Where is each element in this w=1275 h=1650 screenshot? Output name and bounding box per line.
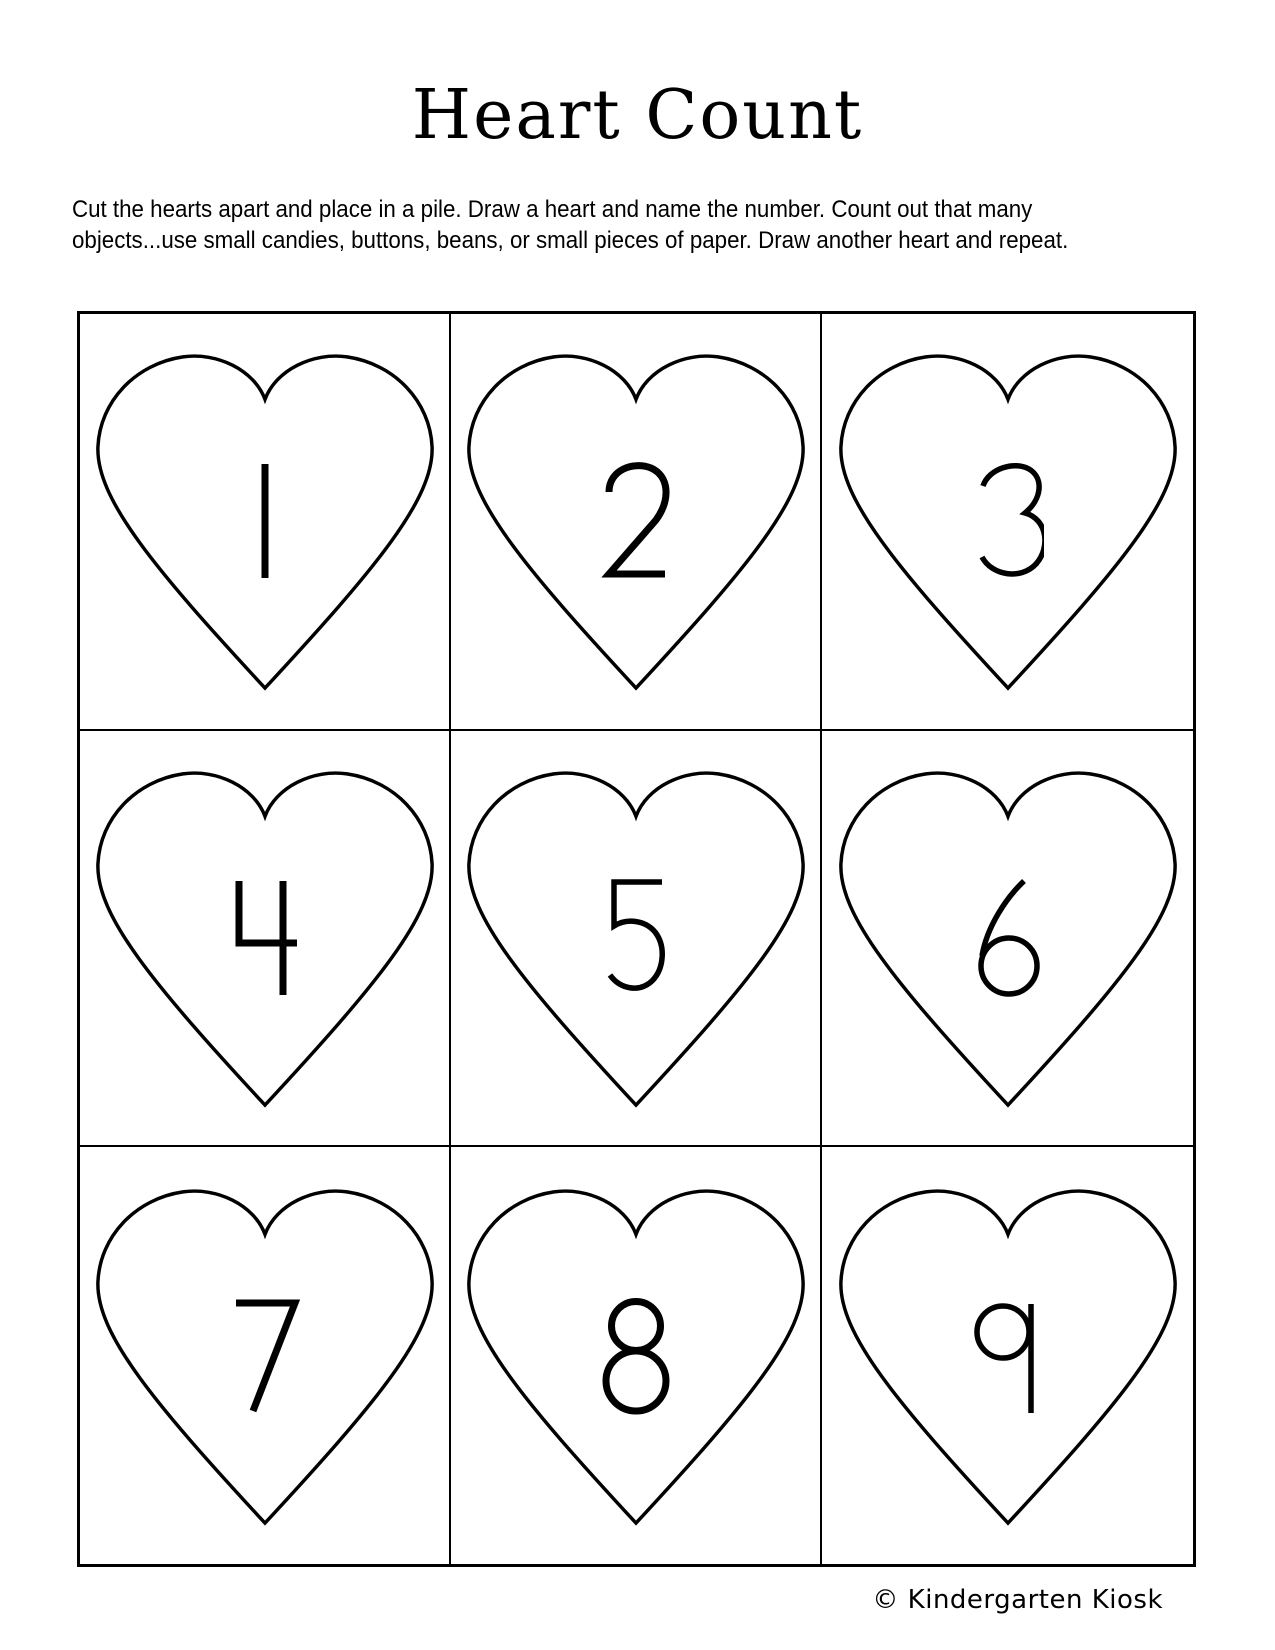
heart-card [451,314,822,731]
heart-number [229,461,301,581]
instructions-line-2: objects...use small candies, buttons, beans, or small pieces of paper. Draw another heart and repeat. [72,227,1069,254]
heart-card [451,731,822,1148]
heart-card [822,731,1193,1148]
heart-card [80,314,451,731]
heart-card [822,314,1193,731]
heart-number [229,878,301,998]
heart-number [972,461,1044,581]
heart-number [972,878,1044,998]
heart-card [80,1147,451,1564]
heart-number [600,461,672,581]
instructions-line-1: Cut the hearts apart and place in a pile. Draw a heart and name the number. Count out that many [72,196,1033,223]
heart-card [80,731,451,1148]
instructions [72,194,1068,256]
heart-grid [77,311,1196,1567]
page-title: Heart Count [411,76,864,155]
heart-number [972,1296,1044,1416]
heart-number [229,1296,301,1416]
heart-number [600,1296,672,1416]
heart-card [822,1147,1193,1564]
footer-credit: © Kindergarten Kiosk [872,1585,1163,1615]
heart-card [451,1147,822,1564]
heart-number [600,878,672,998]
